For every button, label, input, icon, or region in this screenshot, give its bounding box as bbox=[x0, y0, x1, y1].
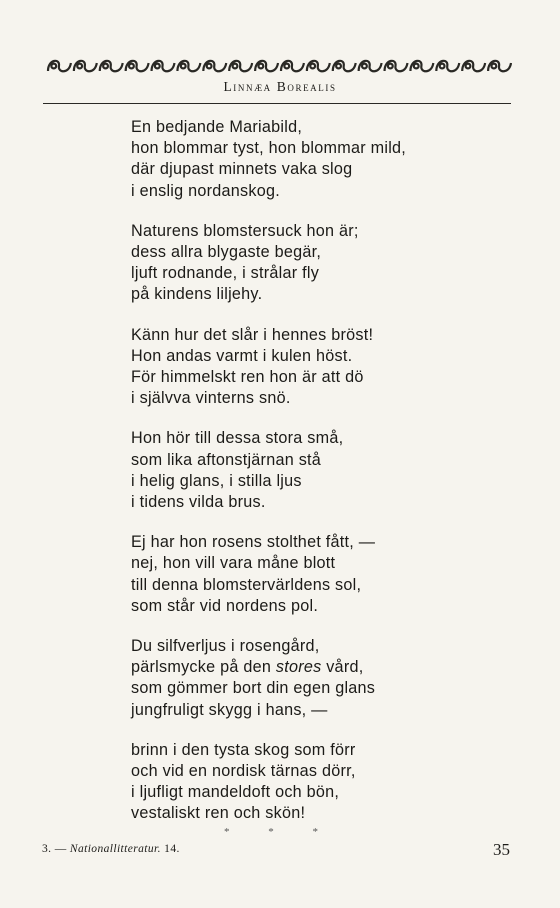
ornament-dot bbox=[129, 64, 134, 69]
poem-line: brinn i den tysta skog som förr bbox=[131, 740, 356, 759]
ornament-dot bbox=[181, 64, 186, 69]
poem-line: Hon hör till dessa stora små, bbox=[131, 429, 344, 448]
ornament-dot bbox=[336, 64, 341, 69]
poem-line: Naturens blomstersuck hon är; bbox=[131, 221, 359, 240]
poem-line: För himmelskt ren hon är att dö bbox=[131, 368, 364, 387]
signature-prefix: 3. — bbox=[42, 843, 67, 855]
poem-line: pärlsmycke på den stores vård, bbox=[131, 658, 364, 677]
ornament-dot bbox=[414, 64, 419, 69]
poem-line: som står vid nordens pol. bbox=[131, 596, 319, 615]
poem-line: i helig glans, i stilla ljus bbox=[131, 471, 302, 490]
ornament-dot bbox=[233, 64, 238, 69]
ornament-dot bbox=[103, 64, 108, 69]
poem-line: där djupast minnets vaka slog bbox=[131, 160, 353, 179]
ornament-dot bbox=[207, 64, 212, 69]
stanza bbox=[131, 221, 491, 306]
signature-number: 14. bbox=[164, 843, 180, 855]
poem-line: Du silfverljus i rosengård, bbox=[131, 637, 320, 656]
ornament-dot bbox=[440, 64, 445, 69]
ornament-dot bbox=[491, 64, 496, 69]
poem-line: i tidens vilda brus. bbox=[131, 493, 266, 512]
poem-line: hon blommar tyst, hon blommar mild, bbox=[131, 139, 407, 158]
poem-line: som lika aftonstjärnan stå bbox=[131, 450, 322, 469]
poem-line: i självva vinterns snö. bbox=[131, 389, 291, 408]
stanza bbox=[131, 740, 491, 825]
poem-line: vestaliskt ren och skön! bbox=[131, 804, 306, 823]
poem-line: nej, hon vill vara måne blott bbox=[131, 554, 336, 573]
poem-line: och vid en nordisk tärnas dörr, bbox=[131, 762, 356, 781]
header-rule bbox=[43, 103, 511, 104]
poem-line: Hon andas varmt i kulen höst. bbox=[131, 346, 353, 365]
ornament-dot bbox=[284, 64, 289, 69]
poem-line: Känn hur det slår i hennes bröst! bbox=[131, 325, 374, 344]
poem-line: Ej har hon rosens stolthet fått, — bbox=[131, 533, 376, 552]
poem-line: En bedjande Mariabild, bbox=[131, 118, 303, 136]
poem-line: i enslig nordanskog. bbox=[131, 181, 280, 200]
section-asterisks: * * * bbox=[224, 826, 336, 838]
ornament-dot bbox=[155, 64, 160, 69]
ornament-dot bbox=[362, 64, 367, 69]
stanza bbox=[131, 428, 491, 513]
stanza bbox=[131, 532, 491, 617]
poem-line: jungfruligt skygg i hans, — bbox=[131, 700, 328, 719]
ornament-dot bbox=[388, 64, 393, 69]
stanza bbox=[131, 117, 491, 202]
poem bbox=[131, 117, 491, 844]
ornament-dot bbox=[310, 64, 315, 69]
poem-line: på kindens liljehy. bbox=[131, 285, 263, 304]
poem-line: som gömmer bort din egen glans bbox=[131, 679, 376, 698]
poem-line: dess allra blygaste begär, bbox=[131, 243, 322, 262]
decorative-border-ornament bbox=[46, 55, 512, 77]
running-head: Linnæa Borealis bbox=[223, 79, 337, 94]
ornament-dot bbox=[77, 64, 82, 69]
poem-line: till denna blomstervärldens sol, bbox=[131, 575, 362, 594]
stanza bbox=[131, 325, 491, 410]
page-number: 35 bbox=[493, 840, 510, 859]
stanza bbox=[131, 636, 491, 721]
poem-line: ljuft rodnande, i strålar fly bbox=[131, 264, 320, 283]
ornament-dot bbox=[51, 64, 56, 69]
printer-signature bbox=[42, 843, 180, 855]
ornament-dot bbox=[258, 64, 263, 69]
signature-title: Nationallitteratur. bbox=[69, 843, 161, 855]
italic-word: stores bbox=[275, 658, 322, 677]
ornament-dot bbox=[466, 64, 471, 69]
poem-line: i ljufligt mandeldoft och bön, bbox=[131, 783, 340, 802]
